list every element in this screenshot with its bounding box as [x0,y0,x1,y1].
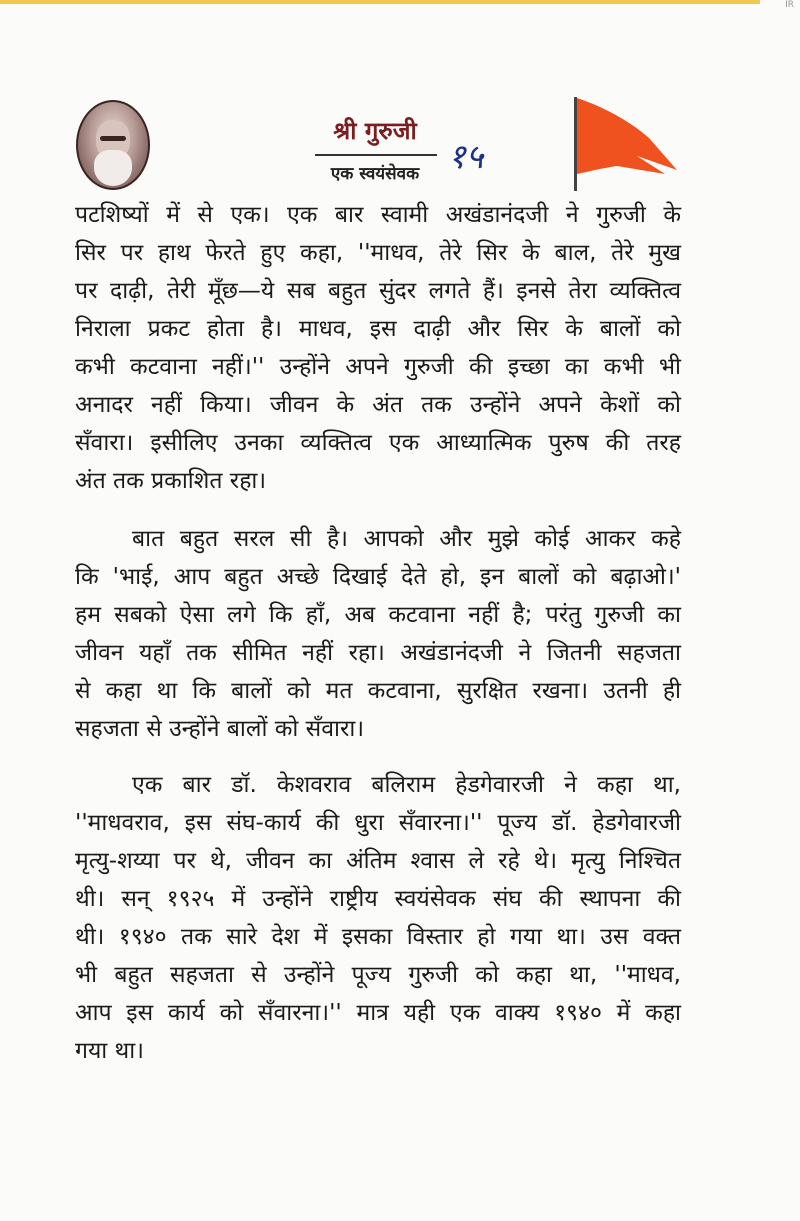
text-line: बात बहुत सरल सी है। आपको और मुझे कोई आकर कहे [132,526,681,552]
page-number: १५ [448,137,484,177]
text-line: सहजता से उन्होंने बालों को सँवारा। [75,716,365,742]
portrait-image [76,100,150,190]
saffron-flag-icon [577,98,682,178]
text-line: भी बहुत सहजता से उन्होंने पूज्य गुरुजी को कहा था, ''माधव, [75,962,681,988]
text-line: सिर पर हाथ फेरते हुए कहा, ''माधव, तेरे सिर के बाल, तेरे मुख [75,240,681,266]
portrait-glasses [100,136,126,141]
text-line: पर दाढ़ी, तेरी मूँछ—ये सब बहुत सुंदर लगते हैं। इनसे तेरा व्यक्तित्व [75,278,681,304]
text-line: निराला प्रकट होता है। माधव, इस दाढ़ी और सिर के बालों को [75,316,681,342]
text-line: जीवन यहाँ तक सीमित नहीं रहा। अखंडानंदजी ने जितनी सहजता [75,640,681,666]
text-line: से कहा था कि बालों को मत कटवाना, सुरक्षित रखना। उतनी ही [75,678,681,704]
text-line: थी। १९४० तक सारे देश में इसका विस्तार हो गया था। उस वक्त [75,924,681,950]
top-edge-line [0,0,760,4]
text-line: कभी कटवाना नहीं।'' उन्होंने अपने गुरुजी की इच्छा का कभी भी [75,354,681,380]
text-line: अंत तक प्रकाशित रहा। [75,468,267,494]
text-line: एक बार डॉ. केशवराव बलिराम हेडगेवारजी ने कहा था, [132,772,681,798]
book-subtitle: एक स्वयंसेवक [330,164,420,184]
text-line: हम सबको ऐसा लगे कि हाँ, अब कटवाना नहीं है; परंतु गुरुजी का [75,602,681,628]
title-divider [315,154,437,156]
text-line: सँवारा। इसीलिए उनका व्यक्तित्व एक आध्यात्मिक पुरुष की तरह [75,430,681,456]
text-line: मृत्यु-शय्या पर थे, जीवन का अंतिम श्वास ले रहे थे। मृत्यु निश्चित [75,848,681,874]
text-line: थी। सन् १९२५ में उन्होंने राष्ट्रीय स्वयंसेवक संघ की स्थापना की [75,886,681,912]
text-line: आप इस कार्य को सँवारना।'' मात्र यही एक वाक्य १९४० में कहा [75,1000,681,1026]
portrait-beard [94,150,132,186]
text-line: ''माधवराव, इस संघ-कार्य की धुरा सँवारना।'' पूज्य डॉ. हेडगेवारजी [75,810,681,836]
text-line: गया था। [75,1038,144,1064]
text-line: अनादर नहीं किया। जीवन के अंत तक उन्होंने अपने केशों को [75,392,681,418]
text-line: कि 'भाई, आप बहुत अच्छे दिखाई देते हो, इन बालों को बढ़ाओ।' [75,564,681,590]
book-title: श्री गुरुजी [333,117,417,145]
corner-mark: IR [785,0,794,10]
text-line: पटशिष्यों में से एक। एक बार स्वामी अखंडानंदजी ने गुरुजी के [75,202,681,228]
